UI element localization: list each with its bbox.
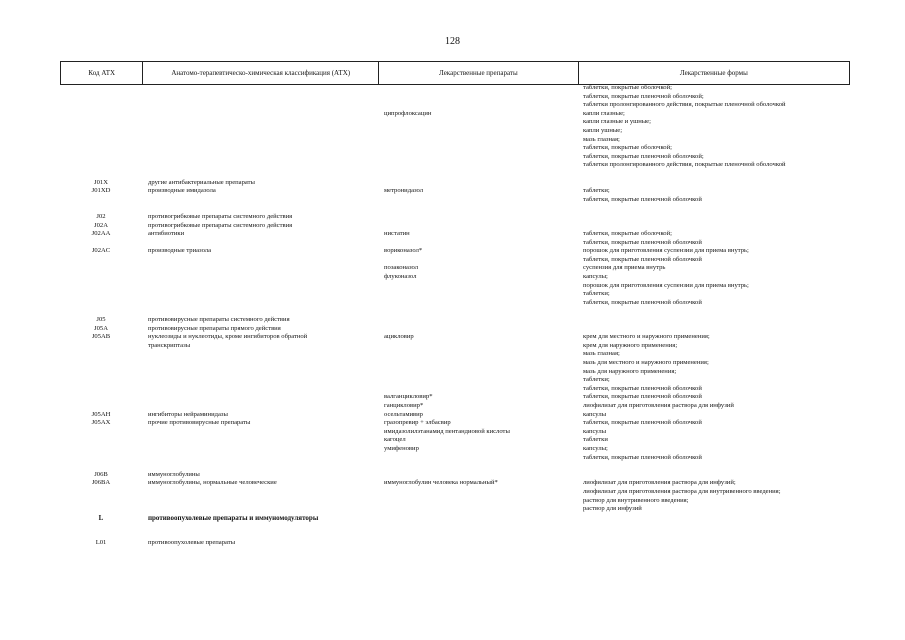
table-row <box>60 385 850 394</box>
atc-name-cell <box>142 436 378 445</box>
dosage-form-cell <box>578 471 850 480</box>
table-row <box>60 462 850 471</box>
dosage-form-cell: порошок для приготовления суспензии для приема внутрь; <box>583 247 749 255</box>
dosage-form-cell: лиофилизат для приготовления раствора для внутривенного введения; <box>583 487 781 495</box>
atc-name-cell <box>142 196 378 205</box>
table-row <box>60 101 850 110</box>
atc-name-cell <box>142 93 378 102</box>
atc-name-cell <box>142 256 378 265</box>
atc-code-cell <box>60 127 142 136</box>
drug-cell <box>378 471 578 480</box>
table-row <box>60 273 850 282</box>
dosage-form-cell: лиофилизат для приготовления раствора для инфузий <box>583 401 734 409</box>
table-row <box>60 471 850 480</box>
dosage-form-cell <box>578 170 850 179</box>
atc-name-cell <box>142 136 378 145</box>
atc-name-cell <box>142 153 378 162</box>
table-row <box>60 247 850 256</box>
atc-name-cell <box>142 282 378 291</box>
drug-cell: ганцикловир* <box>384 401 424 409</box>
atc-code-cell <box>60 376 142 385</box>
atc-code-cell <box>60 153 142 162</box>
dosage-form-cell: капли глазные; <box>583 109 625 117</box>
atc-code-cell <box>60 93 142 102</box>
drug-cell <box>378 488 578 497</box>
table-row <box>60 204 850 213</box>
atc-name-cell <box>142 445 378 454</box>
atc-name-cell <box>142 264 378 273</box>
drug-cell: осельтамивир <box>384 410 423 418</box>
atc-code-cell: J02A <box>94 221 108 229</box>
table-row <box>60 376 850 385</box>
atc-code-cell <box>60 144 142 153</box>
atc-name-cell: противовирусные препараты системного действия <box>148 316 290 324</box>
atc-name-cell <box>142 161 378 170</box>
table-row <box>60 239 850 248</box>
atc-name-cell <box>142 385 378 394</box>
table-row <box>60 514 850 523</box>
dosage-form-cell: таблетки, покрытые пленочной оболочкой <box>583 419 702 427</box>
header-dosage-forms: Лекарственные формы <box>578 62 850 84</box>
atc-code-cell <box>60 161 142 170</box>
drug-cell <box>378 316 578 325</box>
atc-name-cell <box>142 307 378 316</box>
dosage-form-cell: крем для наружного применения; <box>583 341 678 349</box>
drug-cell <box>378 325 578 334</box>
atc-name-cell <box>142 402 378 411</box>
atc-code-cell: J02 <box>96 212 106 220</box>
table-row <box>60 282 850 291</box>
table-row <box>60 153 850 162</box>
atc-code-cell <box>60 342 142 351</box>
atc-code-cell <box>60 101 142 110</box>
dosage-form-cell <box>578 213 850 222</box>
atc-name-cell <box>142 454 378 463</box>
dosage-form-cell: таблетки, покрытые оболочкой; <box>583 144 672 152</box>
atc-name-cell <box>142 273 378 282</box>
atc-code-cell <box>60 522 142 531</box>
atc-name-cell: противовирусные препараты прямого действия <box>148 324 281 332</box>
atc-code-cell: J05AH <box>91 410 111 418</box>
atc-code-cell <box>60 497 142 506</box>
table-row <box>60 136 850 145</box>
atc-name-cell <box>142 462 378 471</box>
atc-name-cell: производные имидазола <box>148 187 216 195</box>
atc-name-cell <box>142 170 378 179</box>
table-row <box>60 256 850 265</box>
table-row <box>60 522 850 531</box>
drug-cell <box>378 385 578 394</box>
dosage-form-cell <box>578 539 850 548</box>
drug-cell <box>378 239 578 248</box>
atc-name-cell <box>142 497 378 506</box>
table-row <box>60 402 850 411</box>
table-row <box>60 127 850 136</box>
table-row <box>60 428 850 437</box>
drug-cell <box>378 282 578 291</box>
atc-code-cell: L <box>98 513 104 522</box>
atc-code-cell <box>60 488 142 497</box>
drug-cell <box>378 196 578 205</box>
atc-name-cell: противоопухолевые препараты и иммуномодуляторы <box>148 513 319 522</box>
table-row <box>60 436 850 445</box>
dosage-form-cell: таблетки, покрытые пленочной оболочкой <box>583 384 702 392</box>
drug-cell <box>378 213 578 222</box>
drug-cell <box>378 144 578 153</box>
atc-name-cell <box>142 239 378 248</box>
drug-cell <box>378 359 578 368</box>
dosage-form-cell <box>578 307 850 316</box>
atc-name-cell: прочие противовирусные препараты <box>148 419 251 427</box>
atc-name-cell: противоопухолевые препараты <box>148 539 236 547</box>
drug-cell: гразопревир + элбасвир <box>384 419 451 427</box>
drug-cell: флуконазол <box>384 273 417 281</box>
drug-cell: метронидазол <box>384 187 424 195</box>
drug-cell <box>378 256 578 265</box>
atc-name-cell <box>142 144 378 153</box>
table-row <box>60 299 850 308</box>
atc-code-cell <box>60 273 142 282</box>
table-row <box>60 445 850 454</box>
atc-code-cell: J05AX <box>91 419 111 427</box>
table-row <box>60 531 850 540</box>
table-row <box>60 325 850 334</box>
dosage-form-cell: крем для местного и наружного применения; <box>583 333 710 341</box>
drug-cell <box>378 290 578 299</box>
atc-name-cell <box>142 110 378 119</box>
drug-cell <box>378 179 578 188</box>
table-row <box>60 196 850 205</box>
drug-cell <box>378 462 578 471</box>
atc-code-cell <box>60 256 142 265</box>
table-row <box>60 368 850 377</box>
atc-code-cell <box>60 445 142 454</box>
dosage-form-cell: таблетки, покрытые пленочной оболочкой <box>583 195 702 203</box>
dosage-form-cell: таблетки, покрытые пленочной оболочкой <box>583 238 702 246</box>
dosage-form-cell: таблетки, покрытые оболочкой; <box>583 230 672 238</box>
atc-name-cell: антибиотики <box>148 230 185 238</box>
dosage-form-cell: таблетки пролонгированного действия, покрытые пленочной оболочкой <box>583 161 786 169</box>
dosage-form-cell <box>578 316 850 325</box>
dosage-form-cell: порошок для приготовления суспензии для приема внутрь; <box>583 281 749 289</box>
atc-code-cell <box>60 402 142 411</box>
drug-cell <box>378 514 578 523</box>
drug-cell <box>378 93 578 102</box>
table-row <box>60 144 850 153</box>
atc-code-cell: J05 <box>96 316 106 324</box>
atc-code-cell: J05AB <box>91 333 111 341</box>
drug-cell: позаконазол <box>384 264 419 272</box>
atc-code-cell: J01X <box>94 178 108 186</box>
atc-code-cell <box>60 204 142 213</box>
dosage-form-cell <box>578 531 850 540</box>
dosage-form-cell: таблетки, покрытые пленочной оболочкой; <box>583 92 704 100</box>
dosage-form-cell: таблетки, покрытые пленочной оболочкой; <box>583 152 704 160</box>
dosage-form-cell: мазь для местного и наружного применения; <box>583 359 709 366</box>
atc-code-cell: J02AA <box>91 230 111 238</box>
drug-cell <box>378 342 578 351</box>
dosage-form-cell: раствор для инфузий <box>583 505 642 513</box>
atc-code-cell: J06BA <box>91 479 111 487</box>
dosage-form-cell: мазь глазная; <box>583 135 620 143</box>
atc-code-cell <box>60 118 142 127</box>
atc-code-cell <box>60 505 142 514</box>
table-row <box>60 316 850 325</box>
atc-code-cell: J02AC <box>91 247 111 255</box>
atc-code-cell <box>60 196 142 205</box>
table-row <box>60 497 850 506</box>
drug-cell <box>378 350 578 359</box>
drug-cell <box>378 368 578 377</box>
atc-name-cell <box>142 84 378 93</box>
atc-code-cell <box>60 299 142 308</box>
drug-cell: иммуноглобулин человека нормальный* <box>384 479 498 487</box>
atc-name-cell <box>142 428 378 437</box>
table-header <box>60 61 850 85</box>
atc-name-cell <box>142 488 378 497</box>
atc-code-cell <box>60 359 142 368</box>
dosage-form-cell: таблетки <box>583 436 608 444</box>
drug-cell <box>378 307 578 316</box>
dosage-form-cell: суспензия для приема внутрь <box>583 264 666 272</box>
atc-code-cell <box>60 307 142 316</box>
drug-cell <box>378 497 578 506</box>
atc-code-cell <box>60 136 142 145</box>
table-row <box>60 290 850 299</box>
table-row <box>60 93 850 102</box>
drug-cell: вориконазол* <box>384 247 423 255</box>
dosage-form-cell: таблетки, покрытые оболочкой; <box>583 84 672 91</box>
atc-code-cell: J06B <box>94 470 108 478</box>
atc-code-cell <box>60 454 142 463</box>
atc-name-cell: нуклеозиды и нуклеотиды, кроме ингибиторов обратной <box>148 333 308 341</box>
table-row <box>60 333 850 342</box>
dosage-form-cell: таблетки; <box>583 290 610 298</box>
table-row <box>60 222 850 231</box>
atc-code-cell <box>60 531 142 540</box>
drug-cell <box>378 127 578 136</box>
atc-name-cell <box>142 350 378 359</box>
dosage-form-cell: таблетки, покрытые пленочной оболочкой <box>583 298 702 306</box>
drug-cell <box>378 531 578 540</box>
table-row <box>60 307 850 316</box>
atc-name-cell: иммуноглобулины <box>148 470 200 478</box>
atc-code-cell: L01 <box>95 539 107 547</box>
drug-cell <box>378 153 578 162</box>
table-row <box>60 84 850 93</box>
atc-name-cell <box>142 204 378 213</box>
dosage-form-cell: таблетки; <box>583 376 610 384</box>
header-atc-code: Код АТХ <box>60 62 142 84</box>
atc-name-cell: противогрибковые препараты системного действия <box>148 212 293 220</box>
dosage-form-cell: капсулы <box>583 410 607 418</box>
drug-cell <box>378 84 578 93</box>
atc-code-cell <box>60 385 142 394</box>
table-row <box>60 411 850 420</box>
table-row <box>60 359 850 368</box>
dosage-form-cell: таблетки, покрытые пленочной оболочкой <box>583 393 702 401</box>
drug-cell <box>378 539 578 548</box>
drug-cell <box>378 522 578 531</box>
drug-cell: кагоцел <box>384 436 406 444</box>
atc-name-cell <box>142 522 378 531</box>
atc-code-cell <box>60 110 142 119</box>
table-row <box>60 505 850 514</box>
drug-cell <box>378 170 578 179</box>
drug-cell <box>378 161 578 170</box>
atc-name-cell: производные триазола <box>148 247 212 255</box>
atc-code-cell <box>60 428 142 437</box>
atc-code-cell <box>60 264 142 273</box>
dosage-form-cell: капли ушные; <box>583 126 623 134</box>
atc-code-cell <box>60 393 142 402</box>
atc-name-cell: ингибиторы нейраминидазы <box>148 410 228 418</box>
atc-name-cell <box>142 368 378 377</box>
table-row <box>60 393 850 402</box>
atc-code-cell <box>60 239 142 248</box>
table-row <box>60 479 850 488</box>
atc-code-cell <box>60 282 142 291</box>
table-row <box>60 230 850 239</box>
page-number: 128 <box>445 36 460 47</box>
dosage-form-cell: мазь глазная; <box>583 350 620 358</box>
dosage-form-cell: лиофилизат для приготовления раствора для инфузий; <box>583 479 736 487</box>
atc-name-cell: противогрибковые препараты системного действия <box>148 221 293 229</box>
drug-cell <box>378 454 578 463</box>
atc-name-cell <box>142 531 378 540</box>
header-atc-classification: Анатомо-терапевтическо-химическая классификация (АТХ) <box>142 62 378 84</box>
atc-code-cell <box>60 350 142 359</box>
drug-cell: умифеновир <box>384 444 419 452</box>
atc-name-cell <box>142 359 378 368</box>
dosage-form-cell <box>578 325 850 334</box>
atc-code-cell <box>60 84 142 93</box>
atc-name-cell <box>142 393 378 402</box>
atc-code-cell <box>60 462 142 471</box>
dosage-form-cell <box>578 222 850 231</box>
drug-cell: имидазолилэтанамид пентандиовой кислоты <box>384 427 510 435</box>
table-row <box>60 187 850 196</box>
drug-cell <box>378 204 578 213</box>
atc-name-cell <box>142 118 378 127</box>
drug-cell: ацикловир <box>384 333 414 341</box>
atc-name-cell <box>142 101 378 110</box>
table-row <box>60 213 850 222</box>
dosage-form-cell <box>578 522 850 531</box>
atc-name-cell <box>142 290 378 299</box>
table-row <box>60 110 850 119</box>
table-row <box>60 350 850 359</box>
atc-code-cell <box>60 368 142 377</box>
dosage-form-cell: капсулы; <box>583 444 608 452</box>
dosage-form-cell <box>578 514 850 523</box>
drug-cell: валганцикловир* <box>384 393 433 401</box>
drug-cell <box>378 101 578 110</box>
dosage-form-cell <box>578 179 850 188</box>
dosage-form-cell: капсулы <box>583 427 607 435</box>
table-row <box>60 342 850 351</box>
atc-name-cell <box>142 127 378 136</box>
table-row <box>60 118 850 127</box>
dosage-form-cell: таблетки, покрытые пленочной оболочкой <box>583 453 702 461</box>
table-row <box>60 264 850 273</box>
drug-cell <box>378 222 578 231</box>
atc-name-cell: транскриптазы <box>148 341 191 349</box>
atc-name-cell: другие антибактериальные препараты <box>148 178 255 186</box>
drug-cell <box>378 376 578 385</box>
table-row <box>60 454 850 463</box>
atc-code-cell <box>60 436 142 445</box>
dosage-form-cell: таблетки; <box>583 187 610 195</box>
atc-code-cell <box>60 170 142 179</box>
header-drugs: Лекарственные препараты <box>378 62 578 84</box>
table-row <box>60 488 850 497</box>
dosage-form-cell <box>578 204 850 213</box>
atc-code-cell <box>60 290 142 299</box>
dosage-form-cell: мазь для наружного применения; <box>583 367 677 375</box>
atc-name-cell <box>142 299 378 308</box>
atc-name-cell: иммуноглобулины, нормальные человеческие <box>148 479 277 487</box>
dosage-form-cell: капли глазные и ушные; <box>583 118 651 126</box>
table-row <box>60 419 850 428</box>
dosage-form-cell: таблетки пролонгированного действия, покрытые пленочной оболочкой <box>583 101 786 109</box>
atc-name-cell <box>142 376 378 385</box>
table-row <box>60 161 850 170</box>
drug-cell <box>378 136 578 145</box>
dosage-form-cell: раствор для внутривенного введения; <box>583 496 689 504</box>
atc-code-cell: J01XD <box>91 187 111 195</box>
drug-cell <box>378 118 578 127</box>
drug-cell <box>378 299 578 308</box>
dosage-form-cell <box>578 462 850 471</box>
table-row <box>60 170 850 179</box>
dosage-form-cell: таблетки, покрытые пленочной оболочкой <box>583 255 702 263</box>
dosage-form-cell: капсулы; <box>583 273 608 281</box>
drug-cell <box>378 505 578 514</box>
atc-name-cell <box>142 505 378 514</box>
atc-code-cell: J05A <box>94 324 108 332</box>
table-row <box>60 179 850 188</box>
table-body <box>60 84 850 548</box>
drug-cell: нистатин <box>384 230 410 238</box>
table-row <box>60 539 850 548</box>
drug-cell: ципрофлоксацин <box>384 109 432 117</box>
